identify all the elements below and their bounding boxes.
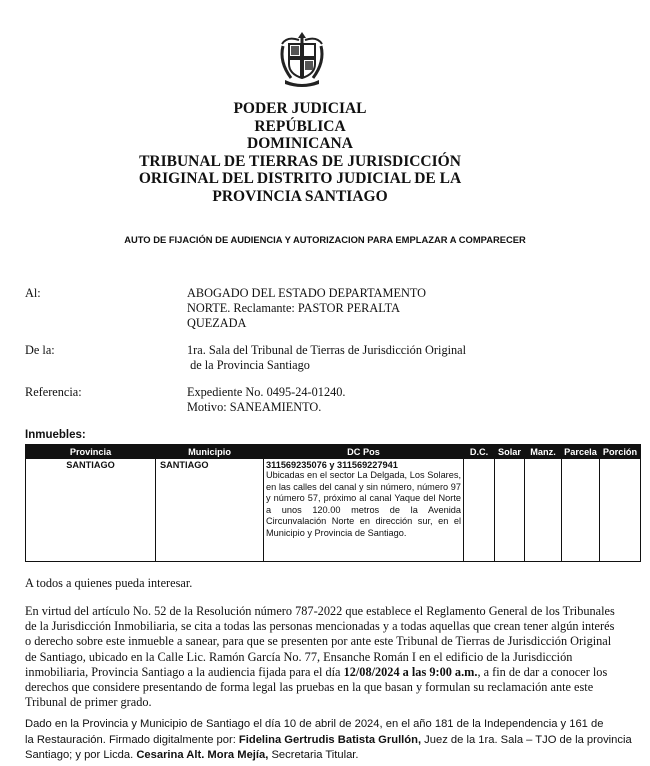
signature-footer — [25, 717, 630, 764]
cell-municipio: SANTIAGO — [156, 459, 264, 562]
paragraph-line: o derecho sobre este inmueble a sanear, para que se presenten por ante este Tribunal de Tierras de Jurisdicción Original — [25, 634, 612, 649]
field-value-line: de la Provincia Santiago — [187, 358, 310, 372]
paragraph-line: En virtud del artículo No. 52 de la Resolución número 787-2022 que establece el Reglamento General de los Tribunales — [25, 604, 615, 618]
field-value — [187, 343, 487, 373]
paragraph-line: Tribunal de primer grado. — [25, 695, 152, 710]
column-header: D.C. — [464, 445, 495, 459]
column-header: Manz. — [525, 445, 562, 459]
field-value-line: 1ra. Sala del Tribunal de Tierras de Jurisdicción Original — [187, 343, 467, 357]
paragraph-text: inmobiliaria, Provincia Santiago a la audiencia fijada para el día — [25, 664, 344, 679]
column-header: Porción — [600, 445, 641, 459]
header-line: REPÚBLICA — [254, 117, 346, 135]
field-value-line: Motivo: SANEAMIENTO. — [187, 400, 322, 414]
header-line: ORIGINAL DEL DISTRITO JUDICIAL DE LA — [138, 170, 462, 187]
paragraph-line: de Santiago, ubicado en la Calle Lic. Ramón García No. 77, Ensanche Román I en el edificio de la Jurisdicción — [25, 649, 573, 664]
header-line: PODER JUDICIAL — [233, 100, 367, 117]
inmuebles-label: Inmuebles: — [25, 429, 86, 441]
hearing-date: 12/08/2024 a las 9:00 a.m. — [343, 664, 478, 679]
column-header: Provincia — [26, 445, 156, 459]
paragraph-line — [25, 665, 625, 680]
footer-text: Juez de la 1ra. Sala – TJO de la provincia — [421, 733, 632, 746]
field-label: De la: — [25, 343, 55, 357]
main-paragraph — [25, 604, 625, 710]
footer-text: Santiago; y por Licda. — [25, 749, 137, 761]
field-value-line: ABOGADO DEL ESTADO DEPARTAMENTO — [187, 286, 427, 300]
footer-text: Secretaria Titular. — [268, 749, 359, 761]
field-label: Referencia: — [25, 385, 82, 399]
paragraph-line: de la Jurisdicción Inmobiliaria, se cita a todas las personas mencionadas y a todas aquellas que crean tener algún interés — [25, 619, 615, 634]
footer-line — [25, 733, 630, 749]
cell-manz — [525, 459, 562, 562]
footer-line — [25, 748, 630, 764]
cell-dc-pos — [264, 459, 464, 562]
field-value — [187, 385, 487, 415]
header-line: TRIBUNAL DE TIERRAS DE JURISDICCIÓN — [139, 152, 461, 170]
field-value — [187, 286, 487, 331]
cell-dc — [464, 459, 495, 562]
footer-line: Dado en la Provincia y Municipio de Santiago el día 10 de abril de 2024, en el año 181 de la Independencia y 161 de — [25, 718, 604, 730]
document-subtitle: AUTO DE FIJACIÓN DE AUDIENCIA Y AUTORIZACION PARA EMPLAZAR A COMPARECER — [124, 234, 526, 245]
column-header: DC Pos — [264, 445, 464, 459]
table-header-row — [26, 445, 641, 459]
column-header: Solar — [495, 445, 525, 459]
judge-name: Fidelina Gertrudis Batista Grullón, — [238, 733, 422, 746]
dc-pos-description: Ubicadas en el sector La Delgada, Los Solares, en las calles del canal y sin número, número 97 y número 57, próximo al canal Yaque del Norte a unos 120.00 metros de la Avenida Circunvalación Norte en dirección sur, en el Municipio y Provincia de Santiago. — [266, 470, 461, 538]
field-value-line: Expediente No. 0495-24-01240. — [187, 385, 346, 399]
cell-parcela — [562, 459, 600, 562]
intro-paragraph: A todos a quienes pueda interesar. — [25, 576, 193, 590]
paragraph-line: derechos que considere presentando de forma legal las pruebas en la que basan y formulan su reclamación ante este — [25, 680, 594, 695]
paragraph-text: , a fin de dar a conocer los — [477, 664, 608, 679]
cell-solar — [495, 459, 525, 562]
table-row — [26, 459, 641, 562]
field-label: Al: — [25, 286, 41, 300]
cell-porcion — [600, 459, 641, 562]
secretary-name: Cesarina Alt. Mora Mejía, — [136, 749, 269, 761]
inmuebles-table — [25, 444, 641, 562]
header-line: DOMINICANA — [247, 135, 353, 152]
cell-provincia: SANTIAGO — [26, 459, 156, 562]
dc-pos-numbers: 311569235076 y 311569227941 — [266, 460, 398, 470]
coat-of-arms-seal — [277, 30, 327, 88]
column-header: Parcela — [562, 445, 600, 459]
column-header: Municipio — [156, 445, 264, 459]
footer-text: la Restauración. Firmado digitalmente por: — [25, 733, 239, 746]
header-line: PROVINCIA SANTIAGO — [212, 187, 388, 205]
court-header — [110, 100, 490, 205]
field-value-line: QUEZADA — [187, 316, 247, 330]
field-value-line: NORTE. Reclamante: PASTOR PERALTA — [187, 301, 401, 315]
